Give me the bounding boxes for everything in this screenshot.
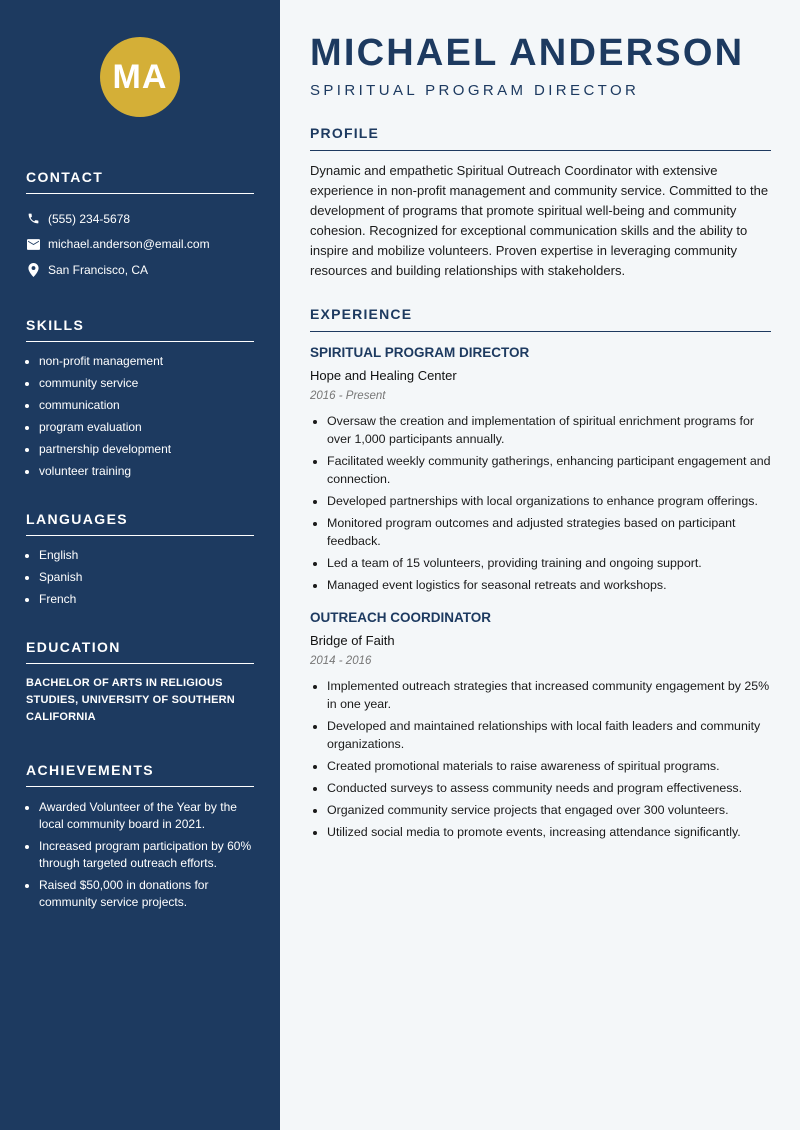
job-bullet: • Created promotional materials to raise awareness of spiritual programs.	[327, 757, 771, 775]
contact-phone	[26, 206, 254, 232]
profile-heading: PROFILE	[310, 125, 771, 151]
candidate-title: SPIRITUAL PROGRAM DIRECTOR	[310, 82, 640, 99]
achievement-item: • Increased program participation by 60% through targeted outreach efforts.	[39, 838, 254, 872]
job-bullet: • Utilized social media to promote events, increasing attendance significantly.	[327, 823, 771, 841]
contact-heading: CONTACT	[26, 169, 254, 194]
phone-text: (555) 234-5678	[48, 211, 131, 226]
skill-item: • non-profit management	[39, 354, 254, 376]
location-text: San Francisco, CA	[48, 262, 149, 277]
skills-section	[26, 317, 254, 487]
sidebar	[0, 0, 280, 1130]
job-bullet: • Facilitated weekly community gatherings, enhancing participant engagement and connection.	[327, 452, 771, 488]
skill-item: • program evaluation	[39, 420, 254, 442]
skill-item: • volunteer training	[39, 464, 254, 486]
main-content	[280, 0, 800, 1130]
job-company: Bridge of Faith	[310, 633, 395, 648]
job-bullet: • Organized community service projects that engaged over 300 volunteers.	[327, 801, 771, 819]
job-bullet: • Monitored program outcomes and adjusted strategies based on participant feedback.	[327, 514, 771, 550]
job-entry	[310, 610, 771, 841]
job-dates: 2014 - 2016	[310, 655, 372, 667]
achievements-heading: ACHIEVEMENTS	[26, 762, 254, 787]
job-bullets	[310, 412, 771, 594]
languages-heading: LANGUAGES	[26, 511, 254, 536]
achievements-list	[26, 799, 254, 911]
job-title: OUTREACH COORDINATOR	[310, 610, 491, 625]
education-heading: EDUCATION	[26, 639, 254, 664]
skill-item: • communication	[39, 398, 254, 420]
email-text: michael.anderson@email.com	[48, 237, 210, 252]
achievement-item: • Awarded Volunteer of the Year by the local community board in 2021.	[39, 799, 254, 833]
skill-item: • community service	[39, 376, 254, 398]
avatar	[100, 37, 180, 117]
contact-email	[26, 232, 254, 258]
job-bullet: • Developed partnerships with local organizations to enhance program offerings.	[327, 492, 771, 510]
skills-list	[26, 354, 254, 487]
job-bullet: • Managed event logistics for seasonal retreats and workshops.	[327, 576, 771, 594]
languages-list	[26, 548, 254, 615]
job-company: Hope and Healing Center	[310, 368, 457, 383]
job-bullet: • Implemented outreach strategies that increased community engagement by 25% in one year.	[327, 677, 771, 713]
skill-item: • partnership development	[39, 442, 254, 464]
avatar-initials: MA	[112, 57, 168, 96]
job-bullet: • Oversaw the creation and implementation of spiritual enrichment programs for over 1,000 participants annually.	[327, 412, 771, 448]
profile-section	[310, 125, 771, 281]
job-bullet: • Led a team of 15 volunteers, providing training and ongoing support.	[327, 554, 771, 572]
profile-text: Dynamic and empathetic Spiritual Outreach Coordinator with extensive experience in non-profit management and community service. Committed to the development of programs that promote spiritual well-being and community cohesion. Recognized for exceptional communication skills and the ability to inspire and mobilize volunteers. Proven expertise in leveraging community resources and building relationships with stakeholders.	[310, 163, 769, 278]
skills-heading: SKILLS	[26, 317, 254, 342]
education-degree: BACHELOR OF ARTS IN RELIGIOUS STUDIES, UNIVERSITY OF SOUTHERN CALIFORNIA	[26, 677, 235, 724]
education-section	[26, 639, 254, 726]
language-item: • French	[39, 592, 254, 614]
achievements-section	[26, 762, 254, 911]
achievement-item: • Raised $50,000 in donations for community service projects.	[39, 877, 254, 911]
language-item: • Spanish	[39, 570, 254, 592]
contact-location	[26, 257, 254, 283]
job-bullet: • Developed and maintained relationships with local faith leaders and community organizations.	[327, 717, 771, 753]
job-title: SPIRITUAL PROGRAM DIRECTOR	[310, 345, 530, 360]
candidate-name: MICHAEL ANDERSON	[310, 32, 745, 74]
languages-section	[26, 511, 254, 615]
phone-icon	[26, 212, 40, 226]
language-item: • English	[39, 548, 254, 570]
job-dates: 2016 - Present	[310, 390, 386, 402]
contact-section	[26, 169, 254, 283]
job-bullet: • Conducted surveys to assess community needs and program effectiveness.	[327, 779, 771, 797]
experience-section	[310, 306, 771, 841]
job-bullets	[310, 677, 771, 841]
email-icon	[26, 237, 40, 251]
job-entry	[310, 345, 771, 594]
experience-heading: EXPERIENCE	[310, 306, 771, 332]
contact-list	[26, 206, 254, 283]
location-pin-icon	[26, 263, 40, 277]
